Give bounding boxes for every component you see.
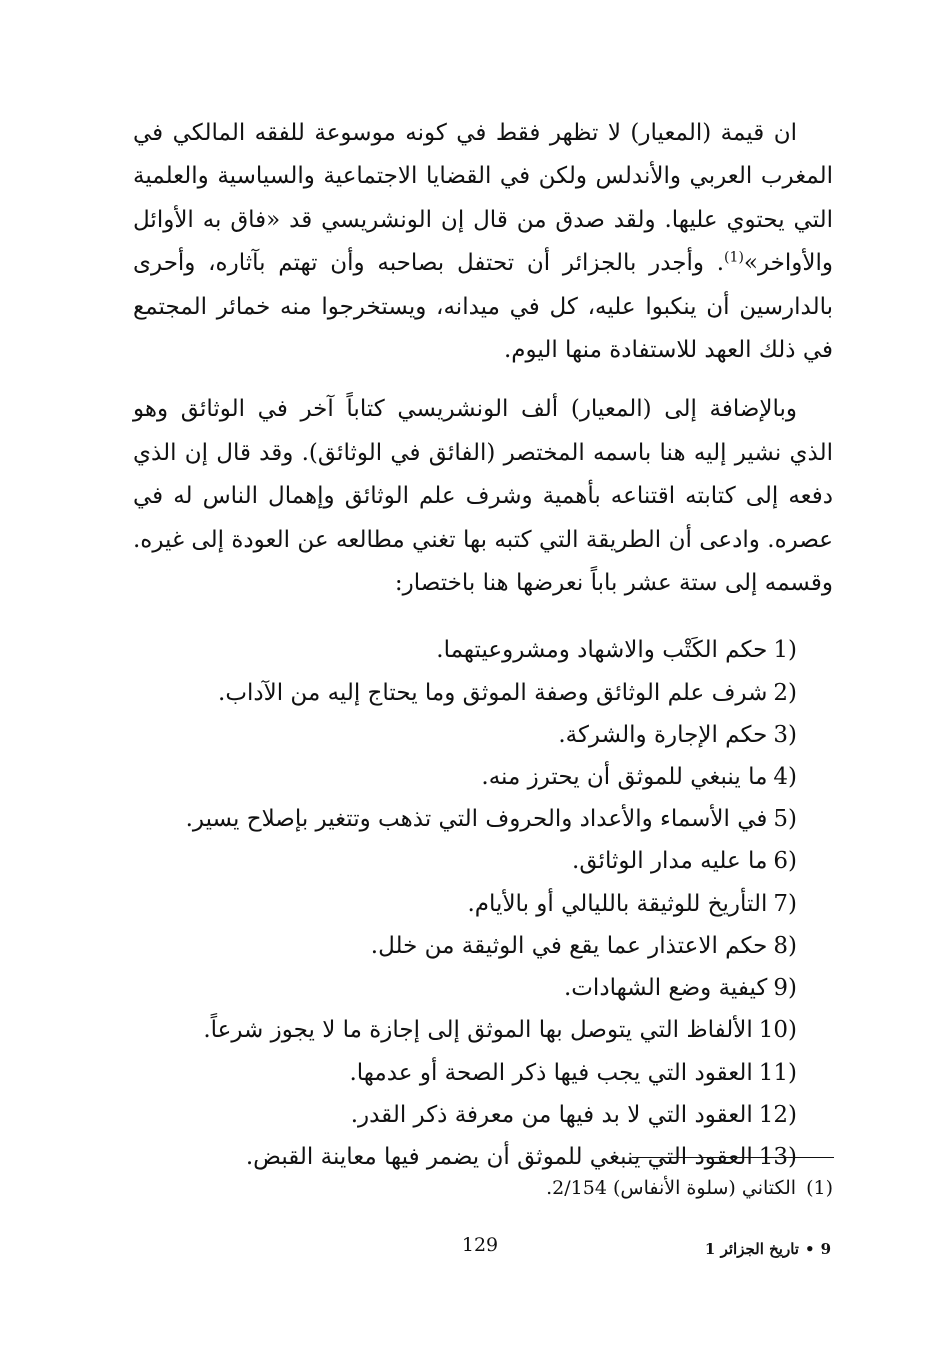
list-item bbox=[133, 1009, 833, 1051]
main-text bbox=[133, 112, 833, 1178]
paragraph-1-text-a: ان قيمة (المعيار) لا تظهر فقط في كونه موسوعة للفقه المالكي في المغرب العربي والأندلس ولكن في القضايا الاجتماعية والسياسية والعلمية التي يحتوي عليها. ولقد صدق من قال إن الونشريسي قد «فاق به الأوائل والأواخر» bbox=[133, 120, 833, 277]
list-item-text: العقود التي ينبغي للموثق أن يضمر فيها معاينة القبض. bbox=[245, 1143, 753, 1170]
list-item-text: الألفاظ التي يتوصل بها الموثق إلى إجازة ما لا يجوز شرعاً. bbox=[203, 1017, 753, 1044]
list-item-text: شرف علم الوثائق وصفة الموثق وما يحتاج إليه من الآداب. bbox=[218, 679, 768, 706]
list-item-number: 3) bbox=[773, 721, 797, 748]
paragraph-1 bbox=[133, 112, 833, 372]
list-item-text: في الأسماء والأعداد والحروف التي تذهب وتتغير بإصلاح يسير. bbox=[185, 806, 768, 833]
paragraph-1-text-b: . وأجدر بالجزائر أن تحتفل بصاحبه وأن تهتم بآثاره، وأحرى بالدارسين أن ينكبوا عليه، كل في ميدانه، ويستخرجوا منه خمائر المجتمع في ذلك العهد للاستفادة منها اليوم. bbox=[133, 250, 833, 364]
list-item-text: العقود التي يجب فيها ذكر الصحة أو عدمها. bbox=[349, 1059, 753, 1086]
list-item-number: 1) bbox=[773, 637, 797, 664]
list-item-text: حكم الاعتذار عما يقع في الوثيقة من خلل. bbox=[370, 932, 768, 959]
list-item-number: 8) bbox=[773, 932, 797, 959]
list-item-number: 6) bbox=[773, 848, 797, 875]
list-item bbox=[133, 883, 833, 925]
paragraph-2: وبالإضافة إلى (المعيار) ألف الونشريسي كتاباً آخر في الوثائق وهو الذي نشير إليه هنا باسمه المختصر (الفائق في الوثائق). وقد قال إن الذي دفعه إلى كتابته اقتناعه بأهمية وشرف علم الوثائق وإهمال الناس له في عصره. وادعى أن الطريقة التي كتبه بها تغني مطالعه عن العودة إلى غيره. وقسمه إلى ستة عشر باباً نعرضها هنا باختصار: bbox=[133, 396, 833, 597]
list-item bbox=[133, 840, 833, 882]
list-item-text: التأريخ للوثيقة بالليالي أو بالأيام. bbox=[467, 890, 768, 917]
book-title: تاريخ الجزائر 1 bbox=[704, 1240, 799, 1258]
list-item-number: 4) bbox=[773, 764, 797, 791]
list-item-number: 12) bbox=[758, 1101, 797, 1128]
list-item bbox=[133, 1052, 833, 1094]
list-item bbox=[133, 672, 833, 714]
footnote-citation: 2/154. bbox=[546, 1177, 607, 1199]
chapter-list bbox=[133, 629, 833, 1178]
list-item-text: حكم الإجارة والشركة. bbox=[558, 721, 768, 748]
footnote-reference: (1) bbox=[724, 249, 744, 266]
list-item-text: حكم الكَتْب والاشهاد ومشروعيتهما. bbox=[436, 637, 768, 664]
list-item bbox=[133, 714, 833, 756]
list-item-number: 7) bbox=[773, 890, 797, 917]
list-item-number: 9) bbox=[773, 975, 797, 1002]
bullet-separator: • bbox=[804, 1240, 815, 1258]
page-number: 129 bbox=[461, 1234, 499, 1256]
footnote-text: الكتاني (سلوة الأنفاس) bbox=[612, 1177, 797, 1199]
list-item-text: ما عليه مدار الوثائق. bbox=[572, 848, 768, 875]
running-footer bbox=[705, 1240, 831, 1258]
list-item bbox=[133, 798, 833, 840]
list-item-text: كيفية وضع الشهادات. bbox=[563, 975, 768, 1002]
footnote-number: (1) bbox=[806, 1177, 833, 1199]
signature-number: 9 bbox=[820, 1240, 831, 1258]
footnote bbox=[133, 1174, 833, 1202]
list-item-number: 2) bbox=[773, 679, 797, 706]
list-item bbox=[133, 925, 833, 967]
list-item-number: 11) bbox=[758, 1059, 797, 1086]
list-item-number: 13) bbox=[758, 1143, 797, 1170]
footnote-divider bbox=[632, 1157, 834, 1158]
list-item-number: 5) bbox=[773, 806, 797, 833]
list-item bbox=[133, 1094, 833, 1136]
list-item bbox=[133, 756, 833, 798]
list-item-text: العقود التي لا بد فيها من معرفة ذكر القدر. bbox=[350, 1101, 753, 1128]
list-item-text: ما ينبغي للموثق أن يحترز منه. bbox=[481, 764, 768, 791]
list-item bbox=[133, 629, 833, 671]
list-item-number: 10) bbox=[758, 1017, 797, 1044]
list-item bbox=[133, 967, 833, 1009]
